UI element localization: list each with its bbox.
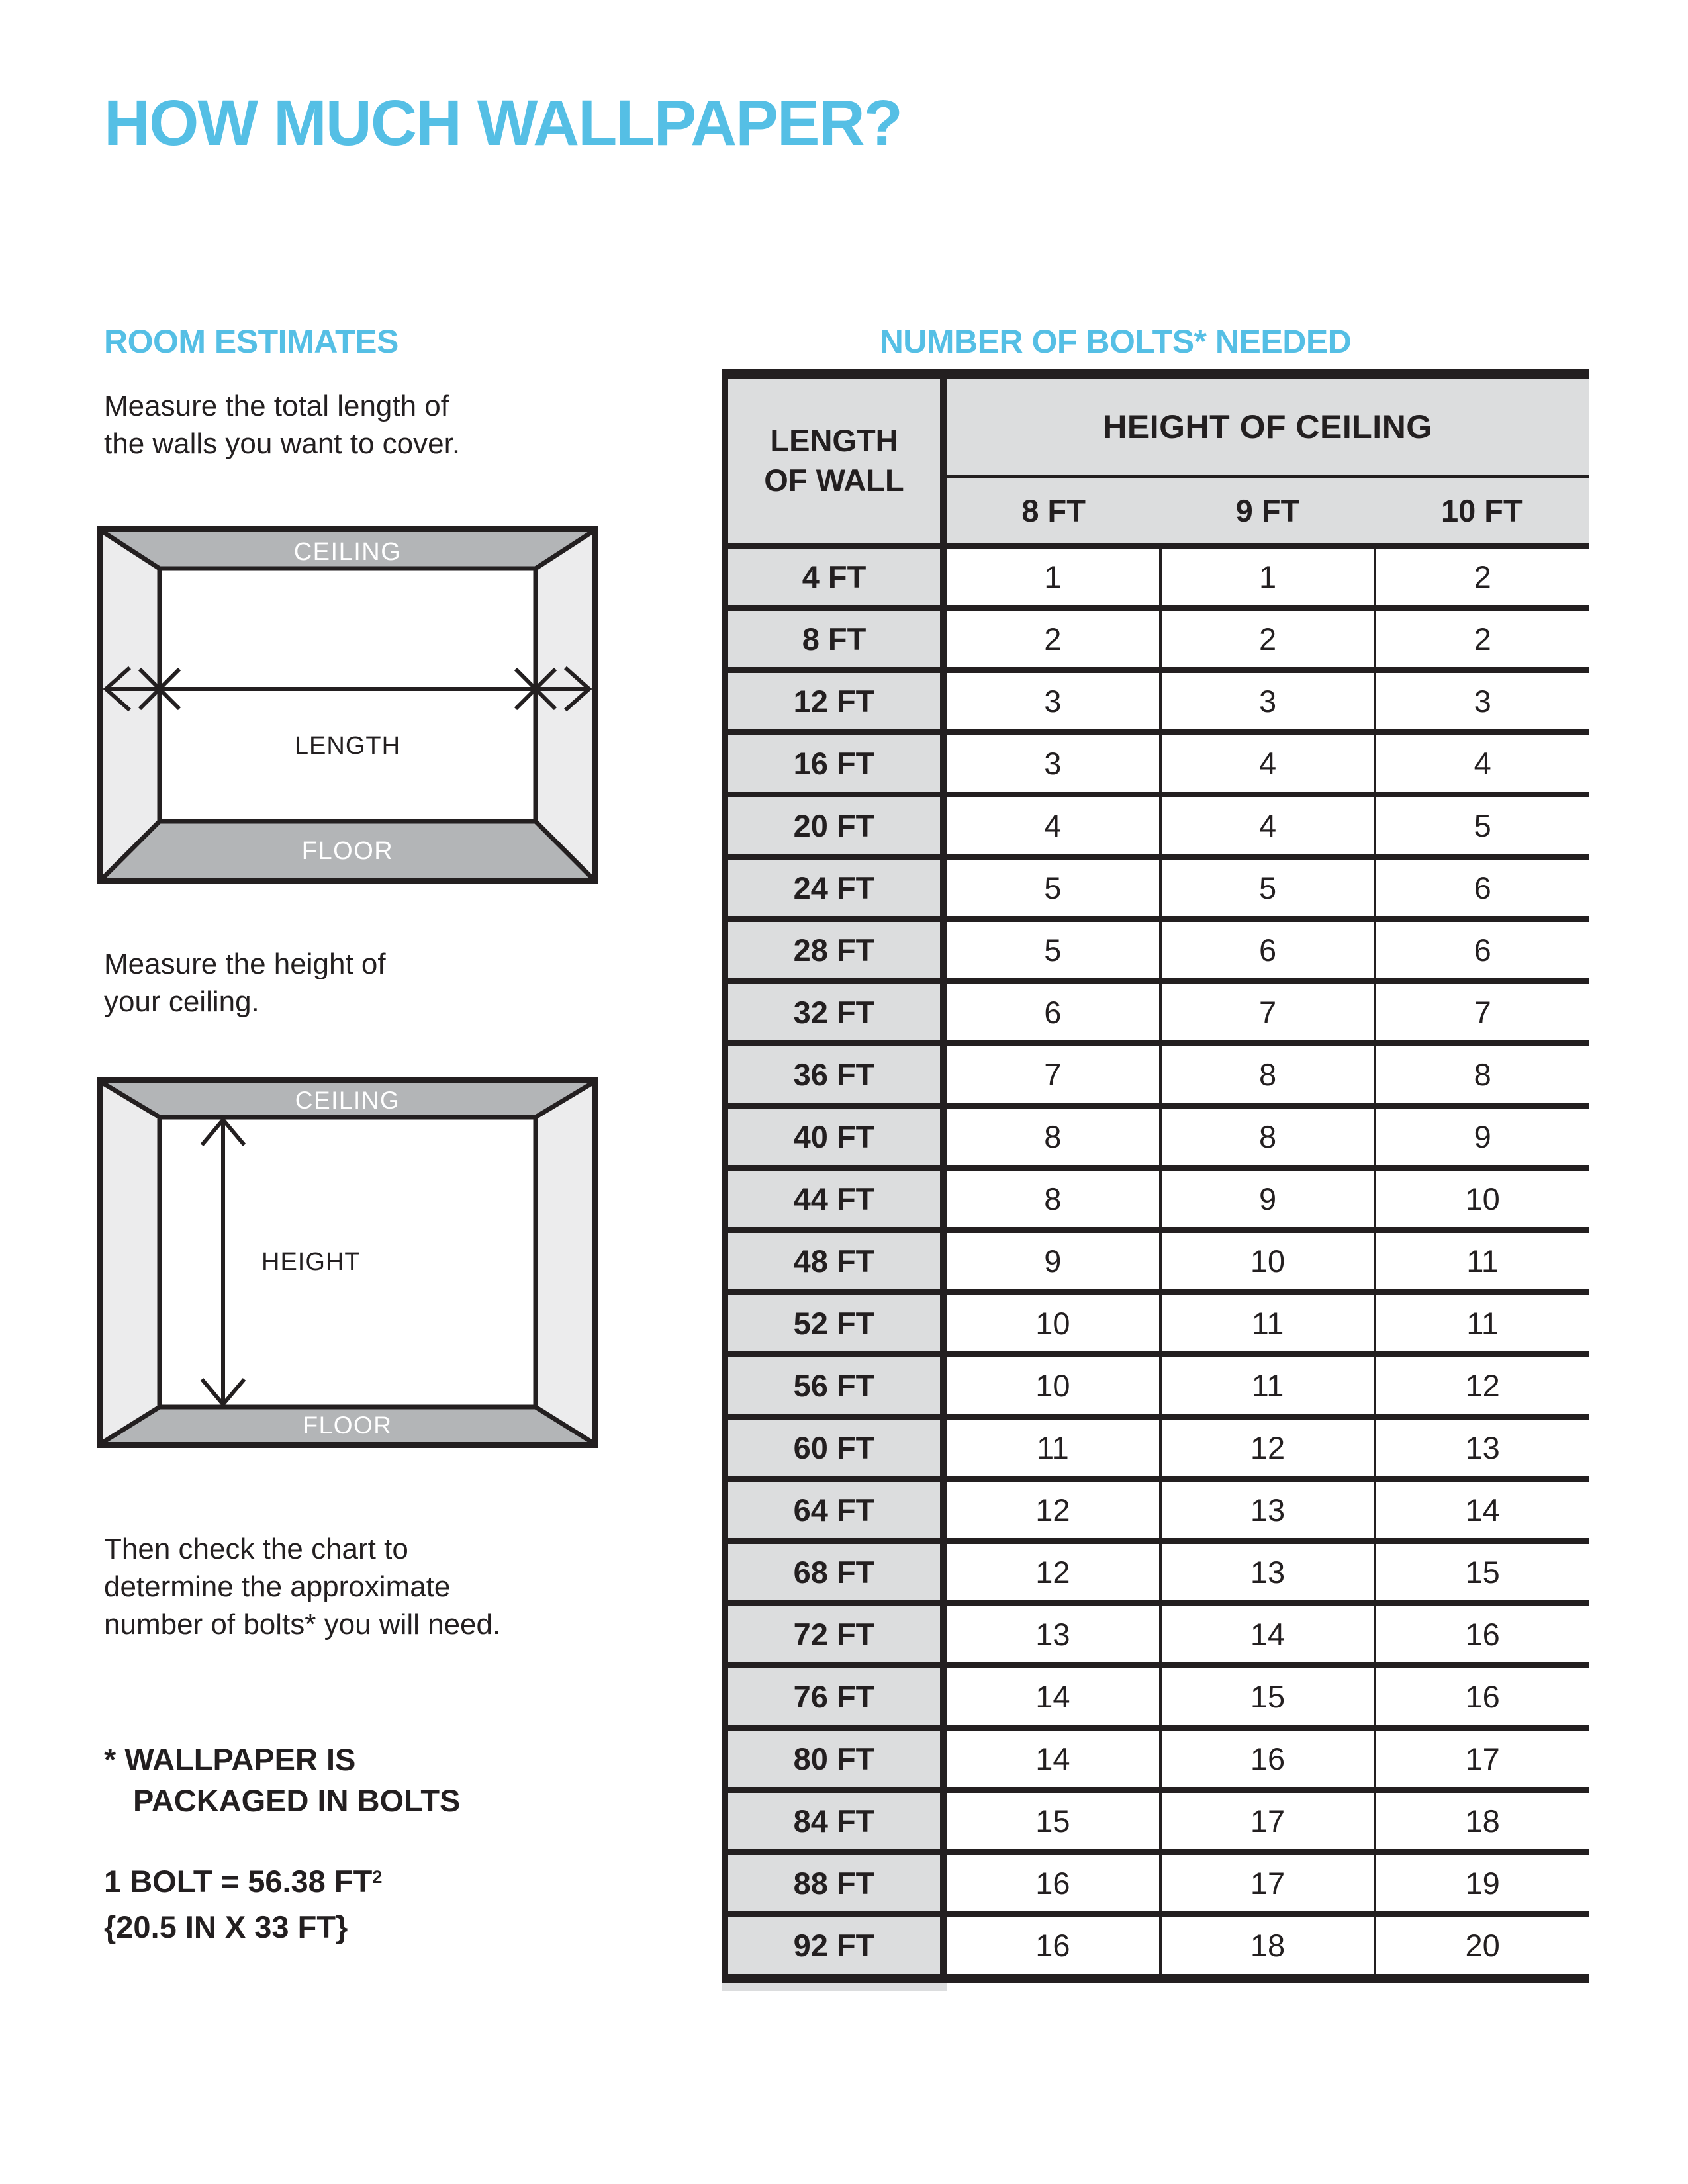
bolt-count-cell: 11 <box>1374 1233 1589 1289</box>
bolt-count-cell: 4 <box>1374 735 1589 792</box>
table-row <box>722 854 1589 916</box>
bolt-count-cell: 20 <box>1374 1917 1589 1974</box>
table-row <box>722 1040 1589 1103</box>
bolt-count-cell: 15 <box>1374 1544 1589 1600</box>
column-header-9ft: 9 FT <box>1235 492 1300 528</box>
table-row <box>722 1476 1589 1538</box>
bolt-count-cell: 13 <box>1159 1544 1374 1600</box>
bolt-count-cell: 12 <box>1159 1420 1374 1476</box>
wall-length-label: 80 FT <box>722 1731 947 1787</box>
bolt-count-cell: 11 <box>1159 1295 1374 1351</box>
bolt-count-cell: 18 <box>1374 1793 1589 1849</box>
wall-length-label: 28 FT <box>722 922 947 978</box>
bolt-count-cell: 10 <box>1159 1233 1374 1289</box>
wall-length-label: 40 FT <box>722 1109 947 1165</box>
column-header-8ft: 8 FT <box>1021 492 1086 528</box>
bolt-count-cell: 9 <box>947 1233 1159 1289</box>
table-row <box>722 1538 1589 1600</box>
bolt-count-cell: 9 <box>1374 1109 1589 1165</box>
label-column-stub <box>722 1983 947 1991</box>
bolt-count-cell: 5 <box>947 922 1159 978</box>
table-row <box>722 792 1589 854</box>
table-row <box>722 978 1589 1040</box>
bolt-count-cell: 6 <box>1159 922 1374 978</box>
table-row <box>722 667 1589 729</box>
wall-length-label: 4 FT <box>722 549 947 605</box>
room-length-diagram <box>97 526 598 884</box>
bolt-count-cell: 17 <box>1374 1731 1589 1787</box>
bolt-count-cell: 7 <box>1159 984 1374 1040</box>
ceiling-height-diagram <box>97 1077 598 1448</box>
bolt-count-cell: 14 <box>947 1731 1159 1787</box>
ceiling-height-columns <box>947 478 1589 543</box>
right-wall <box>536 532 592 878</box>
bolt-count-cell: 17 <box>1159 1855 1374 1911</box>
table-row <box>722 1165 1589 1227</box>
table-row <box>722 605 1589 667</box>
wall-length-label: 68 FT <box>722 1544 947 1600</box>
bolt-count-cell: 8 <box>1374 1046 1589 1103</box>
bolt-count-cell: 13 <box>1374 1420 1589 1476</box>
bolt-count-cell: 2 <box>1374 611 1589 667</box>
check-chart-text: Then check the chart to determine the approximate number of bolts* you will need. <box>104 1533 501 1641</box>
bolt-count-cell: 5 <box>1159 860 1374 916</box>
page-title: HOW MUCH WALLPAPER? <box>104 87 902 159</box>
bolt-count-cell: 11 <box>947 1420 1159 1476</box>
back-wall <box>160 569 536 821</box>
length-label: LENGTH <box>294 732 401 760</box>
bolt-count-cell: 19 <box>1374 1855 1589 1911</box>
left-wall <box>103 532 160 878</box>
table-bottom-border <box>722 1974 1589 1983</box>
wall-length-label: 92 FT <box>722 1917 947 1974</box>
bolt-count-cell: 16 <box>1159 1731 1374 1787</box>
left-wall <box>103 1083 160 1442</box>
bolt-footnote: * WALLPAPER IS PACKAGED IN BOLTS <box>104 1742 461 1818</box>
bolt-count-cell: 7 <box>1374 984 1589 1040</box>
bolt-count-cell: 13 <box>947 1606 1159 1662</box>
wall-length-label: 64 FT <box>722 1482 947 1538</box>
table-row <box>722 1414 1589 1476</box>
wall-length-label: 88 FT <box>722 1855 947 1911</box>
height-label: HEIGHT <box>261 1248 361 1276</box>
table-row <box>722 916 1589 978</box>
bolt-count-cell: 6 <box>1374 860 1589 916</box>
wall-length-label: 52 FT <box>722 1295 947 1351</box>
table-body <box>722 543 1589 1974</box>
bolt-count-cell: 16 <box>1374 1668 1589 1725</box>
table-row <box>722 1351 1589 1414</box>
ceiling-label: CEILING <box>295 1087 400 1114</box>
wall-length-label: 84 FT <box>722 1793 947 1849</box>
table-row <box>722 1289 1589 1351</box>
bolt-count-cell: 15 <box>947 1793 1159 1849</box>
column-header-10ft: 10 FT <box>1440 492 1523 528</box>
measure-height-text: Measure the height of your ceiling. <box>104 948 386 1018</box>
bolt-count-cell: 15 <box>1159 1668 1374 1725</box>
squared-superscript: 2 <box>372 1866 383 1888</box>
wall-length-label: 72 FT <box>722 1606 947 1662</box>
bolt-count-cell: 8 <box>947 1109 1159 1165</box>
bolt-spec: 1 BOLT = 56.38 $FT^2$ {20.5 IN X 33 FT} <box>104 1864 383 1944</box>
bolt-count-cell: 1 <box>1159 549 1374 605</box>
measure-length-text: Measure the total length of the walls you want to cover. <box>104 390 461 460</box>
bolt-count-cell: 16 <box>1374 1606 1589 1662</box>
bolt-count-cell: 3 <box>1159 673 1374 729</box>
table-top-border <box>722 369 1589 379</box>
bolt-count-cell: 8 <box>1159 1046 1374 1103</box>
bolt-count-cell: 3 <box>947 673 1159 729</box>
table-header <box>722 379 1589 543</box>
wall-length-label: 8 FT <box>722 611 947 667</box>
table-row <box>722 1787 1589 1849</box>
bolt-count-cell: 17 <box>1159 1793 1374 1849</box>
bolt-count-cell: 8 <box>947 1171 1159 1227</box>
floor-label: FLOOR <box>301 837 394 865</box>
bolt-count-cell: 7 <box>947 1046 1159 1103</box>
table-row <box>722 543 1589 605</box>
floor-label: FLOOR <box>303 1412 393 1439</box>
bolt-count-cell: 12 <box>947 1544 1159 1600</box>
bolt-count-cell: 4 <box>1159 797 1374 854</box>
wall-length-label: 32 FT <box>722 984 947 1040</box>
wall-length-label: 12 FT <box>722 673 947 729</box>
table-row <box>722 1911 1589 1974</box>
bolt-count-cell: 14 <box>1159 1606 1374 1662</box>
wall-length-label: 20 FT <box>722 797 947 854</box>
bolt-count-cell: 6 <box>947 984 1159 1040</box>
bolt-count-cell: 14 <box>947 1668 1159 1725</box>
wall-length-label: 24 FT <box>722 860 947 916</box>
bolts-needed-heading: NUMBER OF BOLTS* NEEDED <box>879 323 1352 360</box>
right-wall <box>536 1083 592 1442</box>
table-row <box>722 729 1589 792</box>
wall-length-label: 48 FT <box>722 1233 947 1289</box>
bolt-count-cell: 16 <box>947 1917 1159 1974</box>
bolt-count-cell: 8 <box>1159 1109 1374 1165</box>
bolt-count-cell: 10 <box>1374 1171 1589 1227</box>
wall-length-label: 44 FT <box>722 1171 947 1227</box>
table-row <box>722 1662 1589 1725</box>
bolt-count-cell: 5 <box>1374 797 1589 854</box>
bolt-count-cell: 12 <box>1374 1357 1589 1414</box>
bolts-table <box>722 369 1589 1991</box>
bolt-count-cell: 2 <box>1159 611 1374 667</box>
bolt-count-cell: 6 <box>1374 922 1589 978</box>
ceiling-label: CEILING <box>293 538 402 566</box>
ceiling-header-area <box>947 379 1589 543</box>
bolt-count-cell: 5 <box>947 860 1159 916</box>
bolt-count-cell: 4 <box>1159 735 1374 792</box>
bolt-count-cell: 9 <box>1159 1171 1374 1227</box>
room-estimates-heading: ROOM ESTIMATES <box>104 323 399 360</box>
bolt-count-cell: 11 <box>1374 1295 1589 1351</box>
bolt-count-cell: 18 <box>1159 1917 1374 1974</box>
length-of-wall-header: LENGTH OF WALL <box>722 379 947 543</box>
wall-length-label: 60 FT <box>722 1420 947 1476</box>
bolt-count-cell: 1 <box>947 549 1159 605</box>
bolt-count-cell: 13 <box>1159 1482 1374 1538</box>
bolt-count-cell: 14 <box>1374 1482 1589 1538</box>
wall-length-label: 56 FT <box>722 1357 947 1414</box>
bolt-count-cell: 16 <box>947 1855 1159 1911</box>
wall-length-label: 16 FT <box>722 735 947 792</box>
table-row <box>722 1227 1589 1289</box>
bolt-count-cell: 3 <box>1374 673 1589 729</box>
bolt-count-cell: 3 <box>947 735 1159 792</box>
table-row <box>722 1849 1589 1911</box>
table-row <box>722 1725 1589 1787</box>
table-row <box>722 1103 1589 1165</box>
bolt-count-cell: 2 <box>947 611 1159 667</box>
wall-length-label: 76 FT <box>722 1668 947 1725</box>
bolt-count-cell: 10 <box>947 1295 1159 1351</box>
wall-length-label: 36 FT <box>722 1046 947 1103</box>
bolt-count-cell: 12 <box>947 1482 1159 1538</box>
bolt-count-cell: 4 <box>947 797 1159 854</box>
bolt-count-cell: 11 <box>1159 1357 1374 1414</box>
table-row <box>722 1600 1589 1662</box>
bolt-count-cell: 2 <box>1374 549 1589 605</box>
height-of-ceiling-header: HEIGHT OF CEILING <box>947 379 1589 478</box>
bolt-count-cell: 10 <box>947 1357 1159 1414</box>
